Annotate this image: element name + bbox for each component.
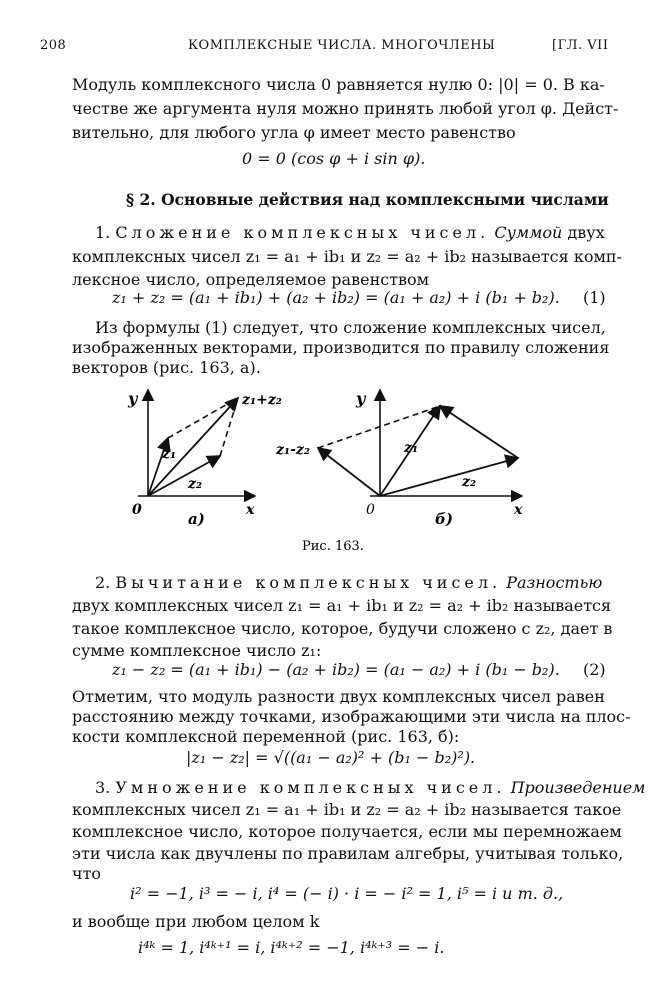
item3-line-6: и вообще при любом целом k xyxy=(72,912,320,931)
intro-line-1: Модуль комплексного числа 0 равняется нулю 0: |0| = 0. В ка- xyxy=(72,75,605,94)
figure-caption: Рис. 163. xyxy=(302,539,364,554)
item2-para2-line-3: кости комплексной переменной (рис. 163, б): xyxy=(72,727,460,746)
item1-term: Суммой xyxy=(494,223,563,242)
diagram-a xyxy=(127,389,282,528)
diagram-a-origin: 0 xyxy=(132,502,142,518)
diagram-b-label-z1: z₁ xyxy=(404,440,419,456)
running-title: КОМПЛЕКСНЫЕ ЧИСЛА. МНОГОЧЛЕНЫ xyxy=(188,38,496,53)
diagram-b-vector-diff-shifted xyxy=(318,448,380,496)
diagram-b-origin: 0 xyxy=(366,502,375,518)
chapter-label: [ГЛ. VII xyxy=(552,38,609,53)
item2-equation-number: (2) xyxy=(583,660,606,679)
item3-line-3: комплексное число, которое получается, если мы перемножаем xyxy=(72,822,622,841)
item1-spaced-title: Сложение комплексных чисел. xyxy=(115,223,490,242)
item1-para2-line-2: изображенных векторами, производится по правилу сложения xyxy=(72,338,610,357)
diagram-b-part-label: б) xyxy=(435,510,453,528)
item1-first-line xyxy=(95,223,605,243)
item3-number: 3. xyxy=(95,778,111,797)
item1-number: 1. xyxy=(95,223,111,242)
intro-equation: 0 = 0 (cos φ + i sin φ). xyxy=(242,149,426,168)
diagram-b-label-diff: z₁-z₂ xyxy=(276,442,310,458)
item2-line-4: сумме комплексное число z₁: xyxy=(72,641,322,660)
section-heading: § 2. Основные действия над комплексными числами xyxy=(126,190,609,209)
item1-equation-number: (1) xyxy=(583,288,606,307)
diagram-a-part-label: a) xyxy=(188,510,205,528)
item2-line-2: двух комплексных чисел z₁ = a₁ + ib₁ и z₂ = a₂ + ib₂ называется xyxy=(72,596,612,615)
item2-first-line xyxy=(95,573,602,593)
item3-equation-1: i² = −1, i³ = − i, i⁴ = (− i) · i = − i² = 1, i⁵ = i и т. д., xyxy=(130,884,564,903)
diagram-a-label-z1: z₁ xyxy=(162,446,177,462)
item3-first-line xyxy=(95,778,645,798)
item3-spaced-title: Умножение комплексных чисел. xyxy=(115,778,506,797)
diagram-a-x-label: x xyxy=(246,502,255,518)
item3-equation-2: i⁴ᵏ = 1, i⁴ᵏ⁺¹ = i, i⁴ᵏ⁺² = −1, i⁴ᵏ⁺³ = − i. xyxy=(138,938,445,957)
item1-line-3: лексное число, определяемое равенством xyxy=(72,270,430,289)
item2-number: 2. xyxy=(95,573,111,592)
item2-para2-line-2: расстоянию между точками, изображающими эти числа на плос- xyxy=(72,707,631,726)
diagram-a-label-sum: z₁+z₂ xyxy=(242,392,282,408)
item2-para2-line-1: Отметим, что модуль разности двух комплексных чисел равен xyxy=(72,687,605,706)
item2-spaced-title: Вычитание комплексных чисел. xyxy=(115,573,502,592)
item1-rest: двух xyxy=(567,223,605,242)
item1-line-2: комплексных чисел z₁ = a₁ + ib₁ и z₂ = a₂ + ib₂ называется комп- xyxy=(72,247,622,266)
page-number: 208 xyxy=(40,38,67,53)
item2-line-3: такое комплексное число, которое, будучи сложено с z₂, дает в xyxy=(72,619,613,638)
diagram-b-y-label: y xyxy=(356,389,366,408)
item2-term: Разностью xyxy=(506,573,603,592)
diagram-b-x-label: x xyxy=(514,502,523,518)
item3-term: Произведением xyxy=(510,778,646,797)
item3-line-4: эти числа как двучлены по правилам алгебры, учитывая только, xyxy=(72,844,624,863)
diagram-b-label-z2: z₂ xyxy=(462,474,477,490)
diagram-a-label-z2: z₂ xyxy=(188,476,203,492)
item2-distance-equation: |z₁ − z₂| = √((a₁ − a₂)² + (b₁ − b₂)²). xyxy=(186,748,476,767)
intro-line-3: вительно, для любого угла φ имеет место равенство xyxy=(72,123,516,142)
diagram-b xyxy=(275,389,523,528)
intro-line-2: честве же аргумента нуля можно принять любой угол φ. Дейст- xyxy=(72,99,619,118)
item1-para2-line-3: векторов (рис. 163, a). xyxy=(72,358,261,377)
diagram-a-y-label: y xyxy=(128,389,138,408)
item3-line-5: что xyxy=(72,864,102,883)
item1-para2-line-1: Из формулы (1) следует, что сложение комплексных чисел, xyxy=(95,318,606,337)
item3-line-2: комплексных чисел z₁ = a₁ + ib₁ и z₂ = a₂ + ib₂ называется такое xyxy=(72,800,622,819)
figure-163 xyxy=(110,378,540,558)
item2-equation: z₁ − z₂ = (a₁ + ib₁) − (a₂ + ib₂) = (a₁ − a₂) + i (b₁ − b₂). xyxy=(112,660,560,679)
diagram-b-dashed-top xyxy=(318,406,440,448)
diagram-b-vector-diff xyxy=(440,406,518,458)
item1-equation: z₁ + z₂ = (a₁ + ib₁) + (a₂ + ib₂) = (a₁ + a₂) + i (b₁ + b₂). xyxy=(112,288,560,307)
